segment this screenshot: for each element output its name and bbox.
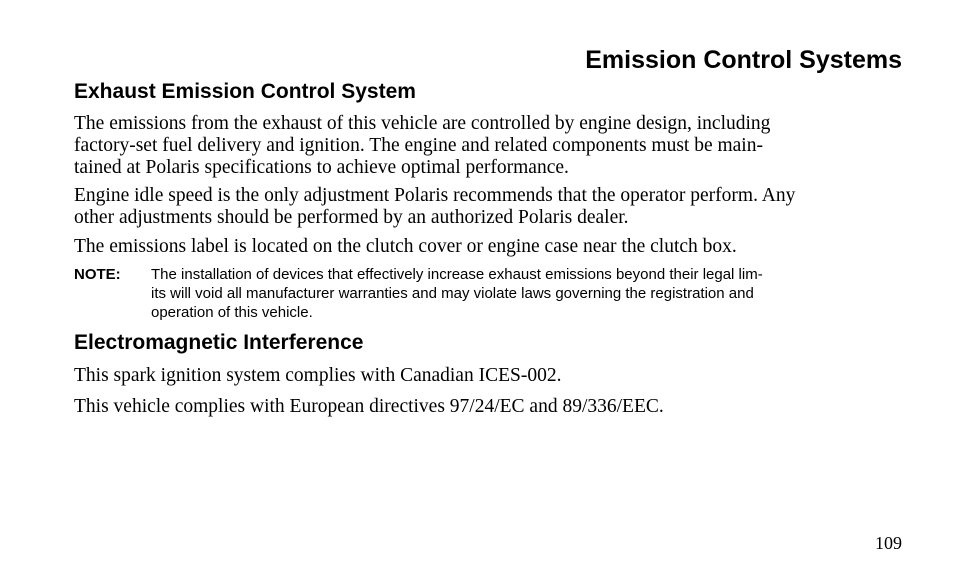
note-block [74, 265, 906, 322]
section-exhaust-emission-control [74, 78, 906, 322]
chapter-title: Emission Control Systems [585, 46, 902, 74]
paragraph-emissions-label: The emissions label is located on the clutch cover or engine case near the clutch box. [74, 236, 737, 257]
paragraph-ices-compliance: This spark ignition system complies with Canadian ICES-002. [74, 365, 562, 386]
paragraph-eu-directives: This vehicle complies with European directives 97/24/EC and 89/336/EEC. [74, 396, 664, 417]
page-number: 109 [875, 533, 902, 553]
section-electromagnetic-interference [74, 329, 906, 418]
note-label: NOTE: [74, 266, 121, 283]
paragraph-emissions-design: The emissions from the exhaust of this vehicle are controlled by engine design, including factory-set fuel delivery and ignition. The engine and related components must be main- tained at Polaris specifications to achieve optimal performance. [74, 113, 771, 178]
paragraph-idle-speed: Engine idle speed is the only adjustment Polaris recommends that the operator perform. Any other adjustments should be performed by an authorized Polaris dealer. [74, 185, 796, 228]
note-text: The installation of devices that effectively increase exhaust emissions beyond their legal lim- its will void all manufacturer warranties and may violate laws governing the registration and operation of this vehicle. [151, 266, 763, 321]
section-heading: Electromagnetic Interference [74, 331, 364, 354]
section-heading: Exhaust Emission Control System [74, 80, 416, 103]
page-content [74, 78, 906, 418]
